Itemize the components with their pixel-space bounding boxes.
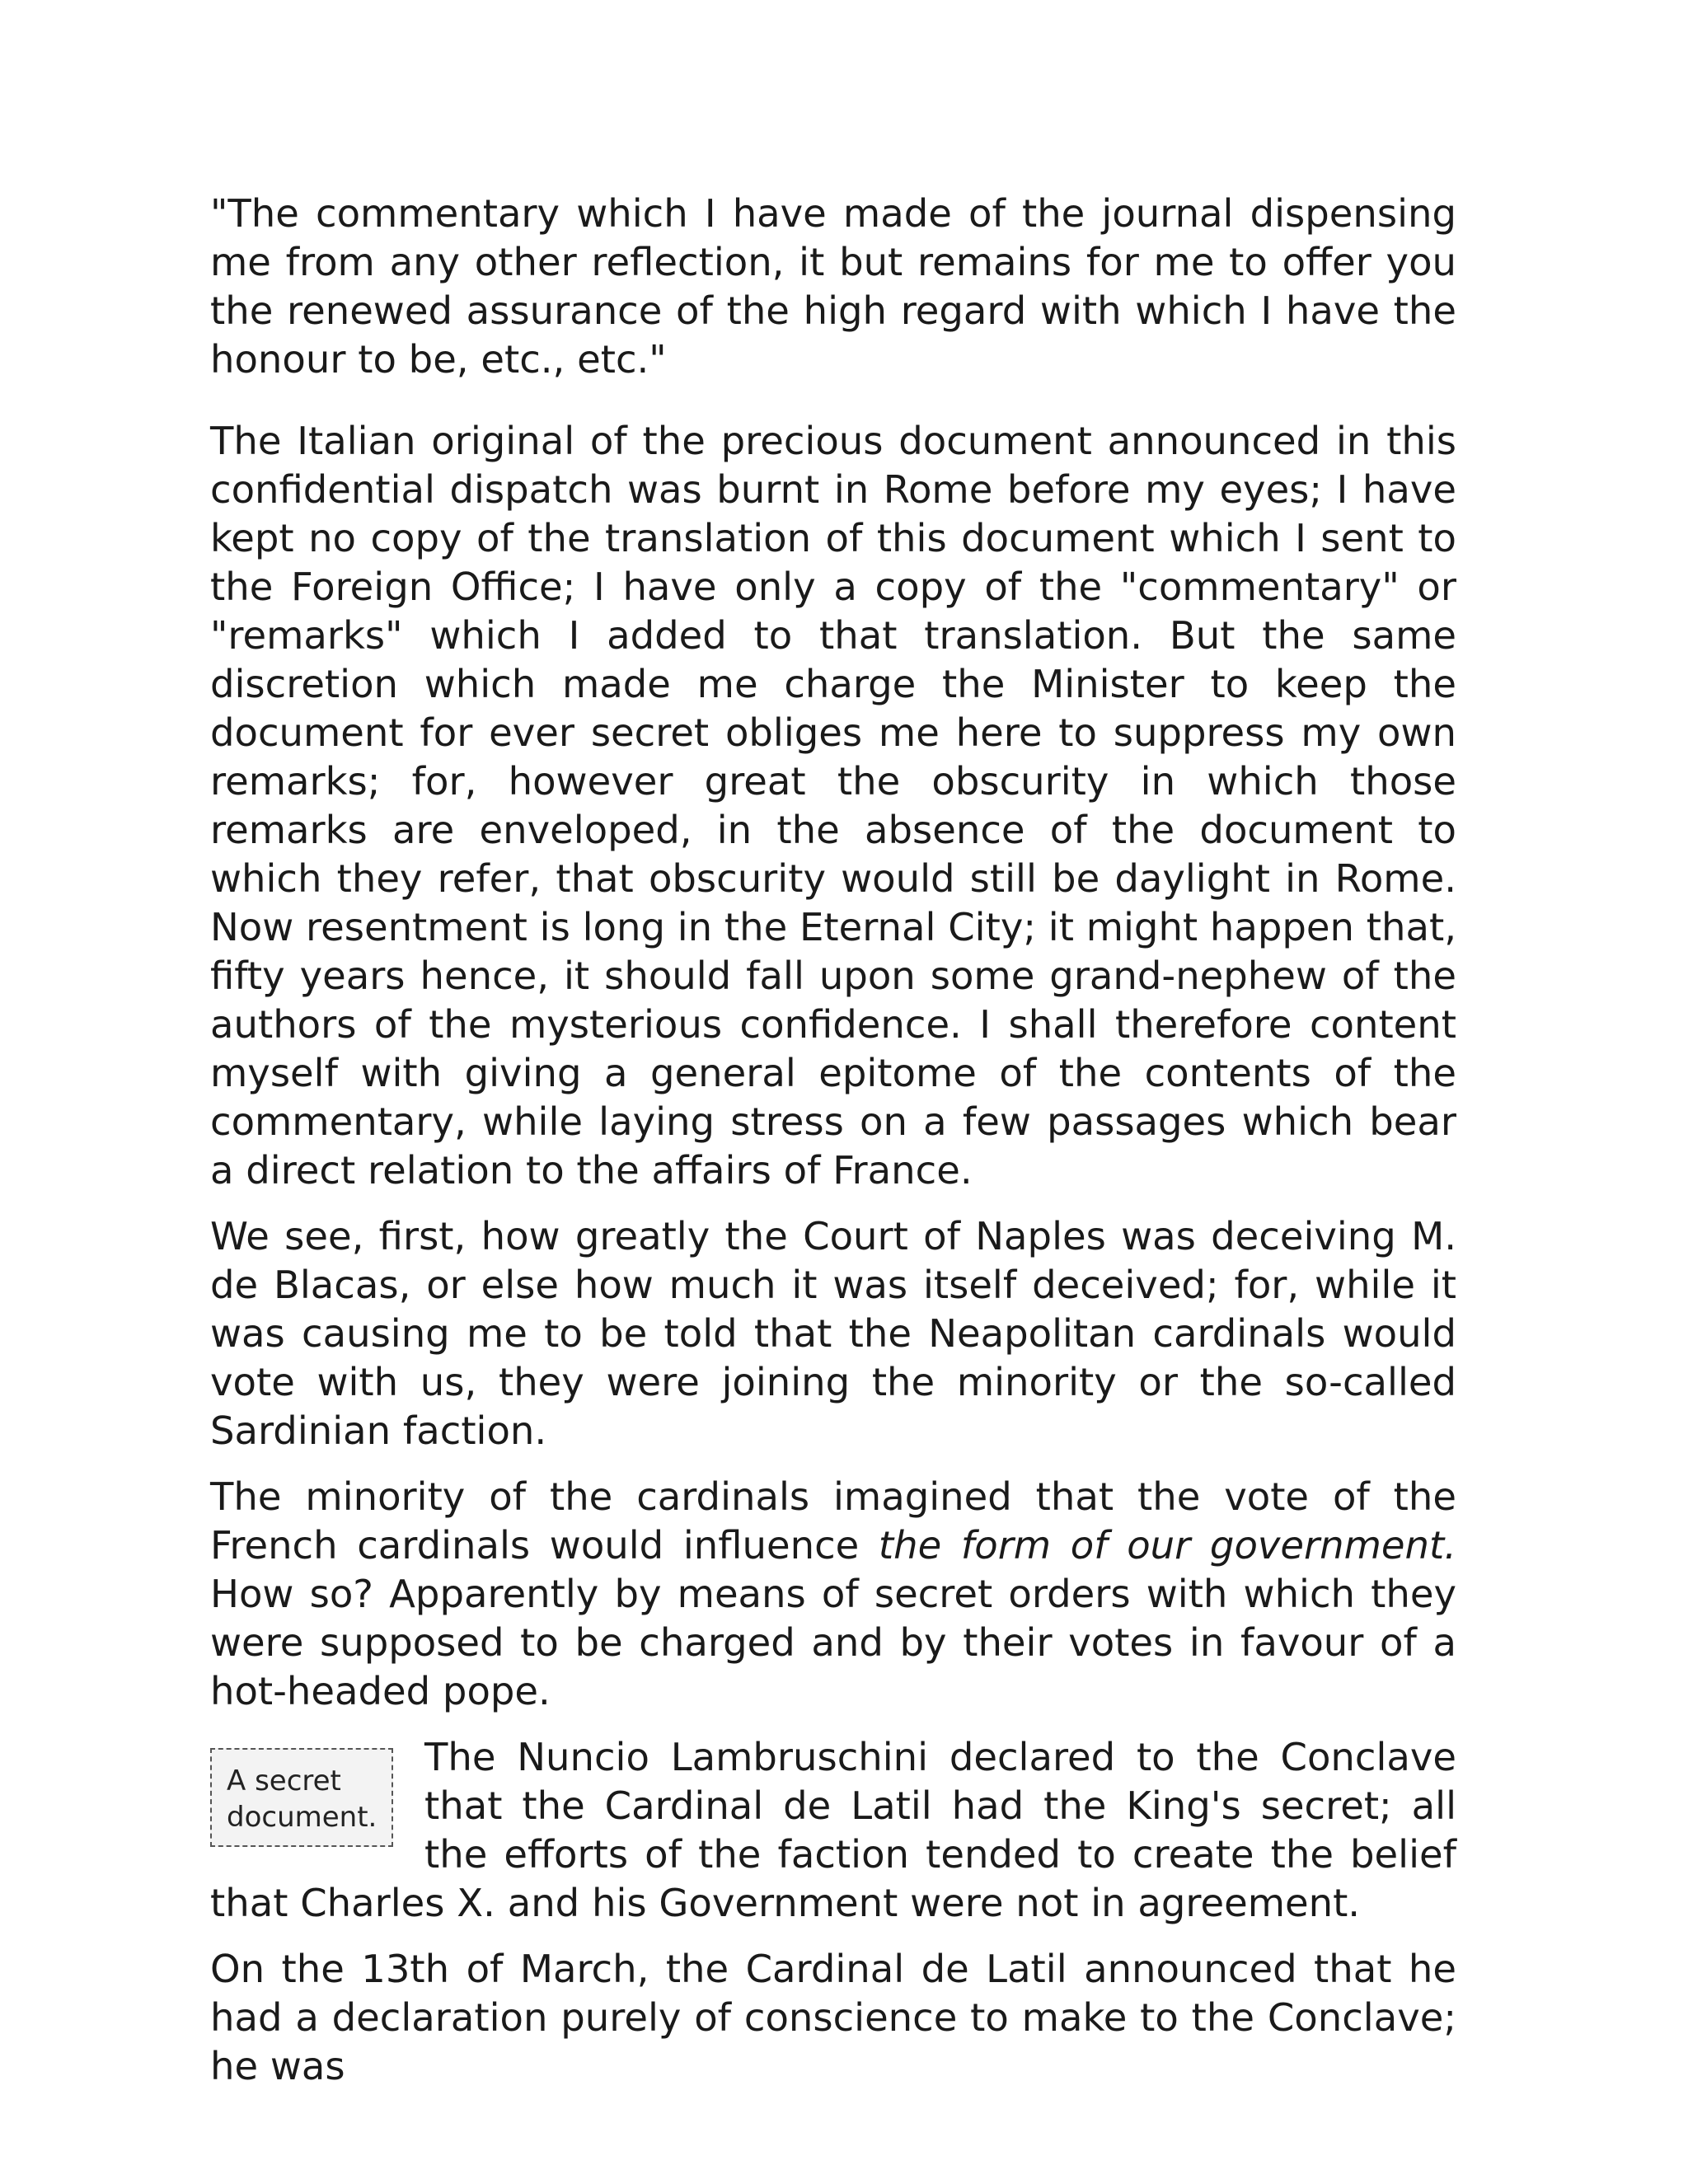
block-quote: "The commentary which I have made of the journal dispensing me from any other reflection, it but remains for me to offer you the renewed assurance of the high regard with which I have the honour to be, etc., etc.": [210, 191, 1456, 382]
spacer: [210, 1716, 1456, 1733]
page-body: [210, 190, 1456, 2091]
paragraph-4: The Nuncio Lambruschini declared to the Conclave that the Cardinal de Latil had the King's secret; all the efforts of the faction tended to create the belief that Charles X. and his Government were not in agreement.: [210, 1735, 1456, 1925]
spacer: [210, 384, 1456, 417]
paragraph-3: [210, 1473, 1456, 1716]
paragraph-5: On the 13th of March, the Cardinal de Latil announced that he had a declaration purely of conscience to make to the Conclave; he was: [210, 1947, 1456, 2088]
paragraph-2: We see, first, how greatly the Court of Naples was deceiving M. de Blacas, or else how much it was itself deceived; for, while it was causing me to be told that the Neapolitan cardinals would vote with us, they were joining the minority or the so-called Sardinian faction.: [210, 1214, 1456, 1453]
paragraph-3-text: The minority of the cardinals imagined that the vote of the French cardinals would influence: [210, 1474, 1456, 1568]
spacer: [210, 1195, 1456, 1212]
paragraph-3-italic: the form of our government.: [878, 1523, 1456, 1568]
margin-note: A secret document.: [210, 1748, 393, 1847]
spacer: [210, 1928, 1456, 1945]
spacer: [210, 1455, 1456, 1473]
paragraph-3-text-end: How so? Apparently by means of secret orders with which they were supposed to be charged and by their votes in favour of a hot-headed pope.: [210, 1572, 1456, 1713]
paragraph-1: The Italian original of the precious document announced in this confidential dispatch was burnt in Rome before my eyes; I have kept no copy of the translation of this document which I sent to the Foreign Office; I have only a copy of the "commentary" or "remarks" which I added to that translation. But the same discretion which made me charge the Minister to keep the document for ever secret obliges me here to suppress my own remarks; for, however great the obscurity in which those remarks are enveloped, in the absence of the document to which they refer, that obscurity would still be daylight in Rome. Now resentment is long in the Eternal City; it might happen that, fifty years hence, it should fall upon some grand-nephew of the authors of the mysterious confidence. I shall therefore content myself with giving a general epitome of the contents of the commentary, while laying stress on a few passages which bear a direct relation to the affairs of France.: [210, 419, 1456, 1193]
